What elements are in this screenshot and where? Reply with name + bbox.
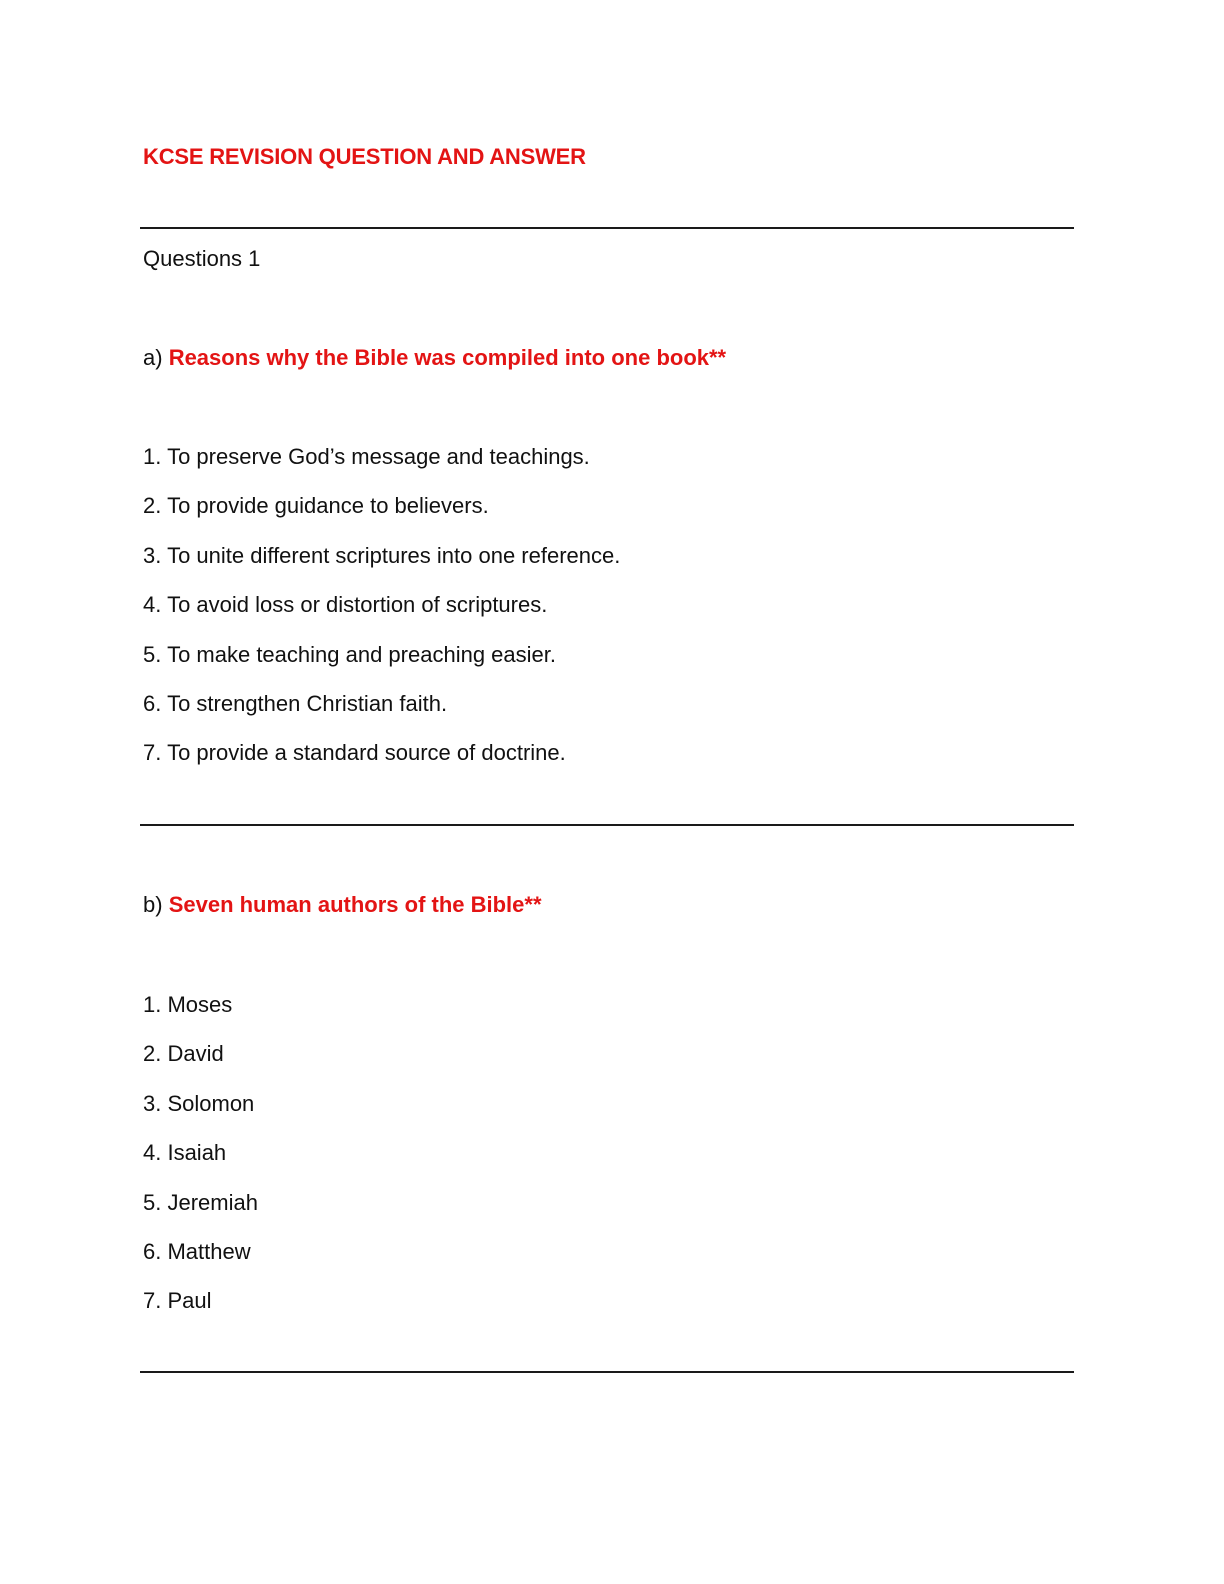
section-a-prefix: a) [143,345,163,370]
section-a-list [143,443,620,789]
divider-bottom [140,1371,1074,1373]
list-item: 6. Matthew [143,1238,251,1264]
divider-top [140,227,1074,229]
list-item: 7. To provide a standard source of doctrine. [143,740,566,766]
section-a-title: Reasons why the Bible was compiled into one book** [168,345,727,370]
list-item: 4. Isaiah [143,1140,227,1166]
list-item: 2. David [143,1041,224,1067]
list-item: 4. To avoid loss or distortion of scriptures. [143,592,548,618]
section-a-heading [143,345,726,371]
section-b-list [143,991,258,1337]
list-item: 5. To make teaching and preaching easier. [143,641,556,667]
divider-middle [140,824,1074,826]
list-item: 5. Jeremiah [143,1189,258,1215]
list-item: 2. To provide guidance to believers. [143,493,489,519]
list-item: 1. To preserve God’s message and teachings. [143,444,590,469]
list-item: 7. Paul [143,1288,212,1314]
list-item: 6. To strengthen Christian faith. [143,690,448,716]
list-item: 1. Moses [143,992,233,1017]
section-b-heading [143,892,542,918]
section-b-prefix: b) [143,892,163,917]
list-item: 3. Solomon [143,1090,255,1116]
section-b-title: Seven human authors of the Bible** [168,892,542,917]
list-item: 3. To unite different scriptures into one reference. [143,542,621,568]
question-label: Questions 1 [143,246,261,271]
document-title: KCSE REVISION QUESTION AND ANSWER [143,144,586,169]
